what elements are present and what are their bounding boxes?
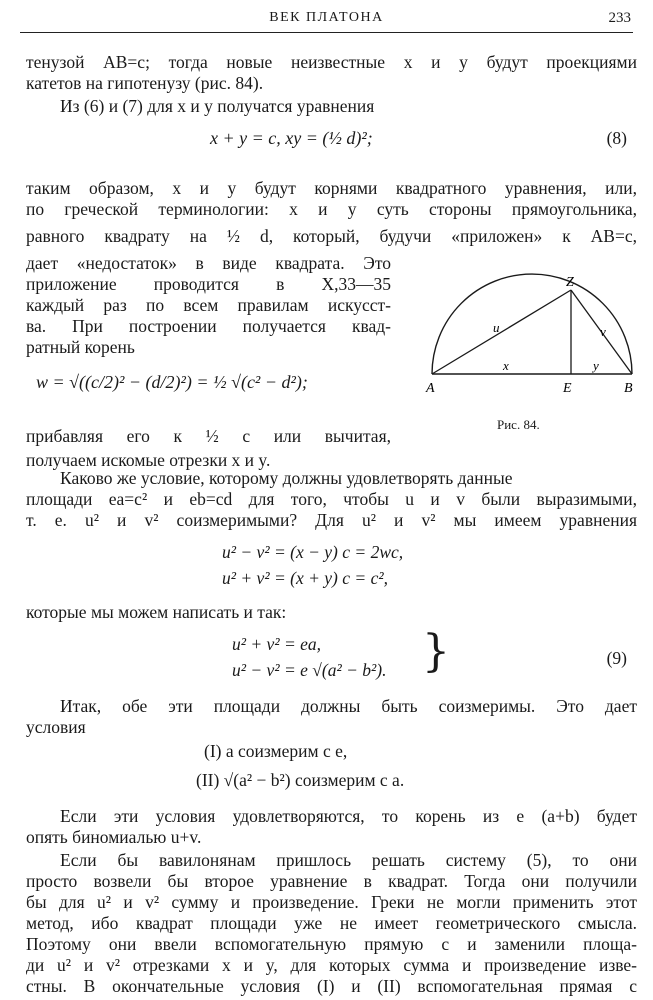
text-line: стны. В окончательные условия (I) и (II) вспомогательная прямая c [26, 976, 637, 996]
semicircle-diagram [420, 270, 640, 400]
text-line: равного квадрату на ½ d, который, будучи «приложен» к AB=c, [26, 226, 637, 246]
text-line: таким образом, x и y будут корнями квадратного уравнения, или, [26, 178, 637, 198]
page-header [20, 8, 633, 33]
text-line: которые мы можем написать и так: [26, 602, 287, 622]
running-title: ВЕК ПЛАТОНА [269, 10, 384, 25]
equation-system-line: u² + v² = (x + y) c = c², [222, 568, 388, 588]
text-line: бы для u² и v² сумму и произведение. Греки не могли применить этот [26, 892, 637, 912]
condition-2: (II) √(a² − b²) соизмерим с a. [196, 770, 405, 790]
text-line: каждый раз по всем правилам искусст- [26, 295, 391, 315]
text-line: катетов на гипотенузу (рис. 84). [26, 73, 264, 93]
page-number: 233 [608, 10, 631, 26]
text-line: по греческой терминологии: x и y суть стороны прямоугольника, [26, 199, 637, 219]
text-line: ва. При построении получается квад- [26, 316, 391, 336]
segment-label-v: v [600, 324, 606, 339]
text-line: просто возвели бы второе уравнение в квадрат. Тогда они получили [26, 871, 637, 891]
equation-number: (8) [606, 128, 627, 148]
text-line: Каково же условие, которому должны удовлетворять данные [60, 468, 513, 488]
text-line: прибавляя его к ½ c или вычитая, [26, 426, 391, 446]
text-line: тенузой AB=c; тогда новые неизвестные x и y будут проекциями [26, 52, 637, 72]
text-line: Из (6) и (7) для x и y получатся уравнения [60, 96, 375, 116]
text-line: Поэтому они ввели вспомогательную прямую c и заменили площа- [26, 934, 637, 954]
text-line: т. е. u² и v² соизмеримыми? Для u² и v² мы имеем уравнения [26, 510, 637, 530]
equation-number: (9) [606, 648, 627, 668]
equation-8: x + y = c, xy = (½ d)²; [210, 128, 373, 148]
text-line: площади ea=c² и eb=cd для того, чтобы u и v были выразимыми, [26, 489, 637, 509]
point-label-a: A [426, 381, 435, 396]
condition-1: (I) a соизмерим с e, [204, 741, 348, 761]
segment-label-x: x [503, 358, 509, 373]
text-line: дает «недостаток» в виде квадрата. Это [26, 253, 391, 273]
equation-system-line: u² − v² = (x − y) c = 2wc, [222, 542, 404, 562]
text-line: ди u² и v² отрезками x и y, для которых сумма и произведение изве- [26, 955, 637, 975]
text-line: метод, ибо квадрат площади уже не имеет геометрического смысла. [26, 913, 637, 933]
text-line: Если бы вавилонянам пришлось решать систему (5), то они [60, 850, 637, 870]
text-line: Если эти условия удовлетворяются, то корень из e (a+b) будет [60, 806, 637, 826]
equation-system-line: u² − v² = e √(a² − b²). [232, 660, 387, 680]
chord-az [432, 290, 571, 374]
text-line: опять биномиалью u+v. [26, 827, 202, 847]
text-line: Итак, обе эти площади должны быть соизмеримы. Это дает [60, 696, 637, 716]
root-equation: w = √((c/2)² − (d/2)²) = ½ √(c² − d²); [36, 372, 308, 392]
text-line: приложение проводится в X,33—35 [26, 274, 391, 294]
segment-label-u: u [493, 320, 500, 335]
right-brace: } [422, 626, 450, 677]
point-label-z: Z [566, 275, 574, 290]
text-line: условия [26, 717, 86, 737]
point-label-e: E [563, 381, 572, 396]
figure-84 [420, 270, 640, 400]
segment-label-y: y [593, 358, 599, 373]
equation-system-line: u² + v² = ea, [232, 634, 322, 654]
text-line: ратный корень [26, 337, 135, 357]
text-line: получаем искомые отрезки x и y. [26, 450, 271, 470]
point-label-b: B [624, 381, 633, 396]
figure-caption: Рис. 84. [497, 417, 540, 432]
